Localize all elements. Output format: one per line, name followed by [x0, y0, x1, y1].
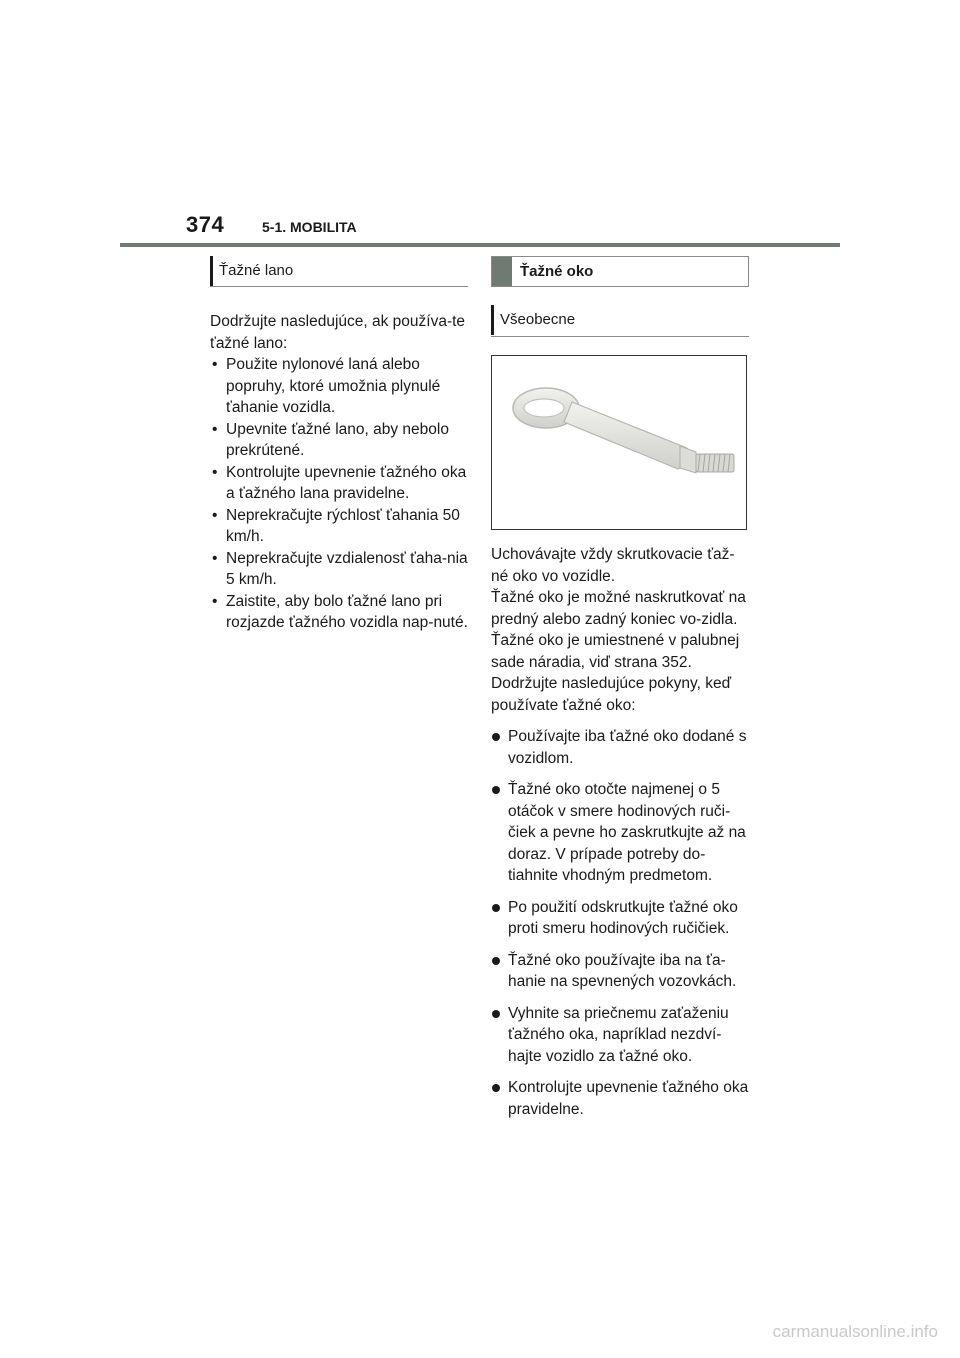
general-subheading: Všeobecne — [491, 305, 749, 337]
list-item: Používajte iba ťažné oko dodané s vozidlom. — [491, 726, 749, 769]
list-item: • Neprekračujte vzdialenosť ťaha-nia 5 km/h. — [210, 548, 468, 591]
towing-rope-intro: Dodržujte nasledujúce, ak používa-te ťažné lano: — [210, 313, 466, 352]
list-item: • Upevnite ťažné lano, aby nebolo prekrútené. — [210, 419, 468, 462]
list-item: Po použití odskrutkujte ťažné oko proti smeru hodinových ručičiek. — [491, 897, 749, 940]
paragraph: Ťažné oko je umiestnené v palubnej sade náradia, viď strana 352. — [491, 632, 740, 671]
paragraph: Uchovávajte vždy skrutkovacie ťaž-né oko vo vozidle. — [491, 546, 735, 585]
page-number: 374 — [186, 212, 225, 237]
list-item: • Kontrolujte upevnenie ťažného oka a ťažného lana pravidelne. — [210, 462, 468, 505]
towing-rope-subheading: Ťažné lano — [210, 256, 468, 287]
list-item: • Neprekračujte rýchlosť ťahania 50 km/h. — [210, 505, 468, 548]
paragraph: Ťažné oko je možné naskrutkovať na predný alebo zadný koniec vo-zidla. — [491, 589, 746, 628]
paragraph: Dodržujte nasledujúce pokyny, keď používate ťažné oko: — [491, 675, 732, 714]
list-item: • Použite nylonové laná alebo popruhy, ktoré umožnia plynulé ťahanie vozidla. — [210, 354, 468, 419]
list-item: • Zaistite, aby bolo ťažné lano pri rozjazde ťažného vozidla nap-nuté. — [210, 591, 468, 634]
list-item: Ťažné oko používajte iba na ťa-hanie na spevnených vozovkách. — [491, 950, 749, 993]
left-column — [210, 256, 468, 634]
right-column — [491, 256, 749, 1130]
list-item: Kontrolujte upevnenie ťažného oka pravidelne. — [491, 1077, 749, 1120]
towing-eye-heading: Ťažné oko — [491, 256, 749, 287]
watermark: carmanualsonline.info — [772, 1322, 938, 1341]
list-item: Ťažné oko otočte najmenej o 5 otáčok v smere hodinových ruči-čiek a pevne ho zaskrutkujte až na doraz. V prípade potreby do-tiahnite vhodným predmetom. — [491, 779, 749, 887]
towing-eye-figure — [491, 355, 747, 530]
header-rule — [120, 243, 840, 247]
section-title: 5-1. MOBILITA — [262, 219, 357, 235]
towing-eye-illustration-icon — [492, 356, 748, 531]
towing-eye-instructions-list — [491, 726, 749, 1120]
towing-rope-list — [210, 354, 468, 634]
list-item: Vyhnite sa priečnemu zaťaženiu ťažného oka, napríklad nezdví-hajte vozidlo za ťažné oko. — [491, 1003, 749, 1068]
